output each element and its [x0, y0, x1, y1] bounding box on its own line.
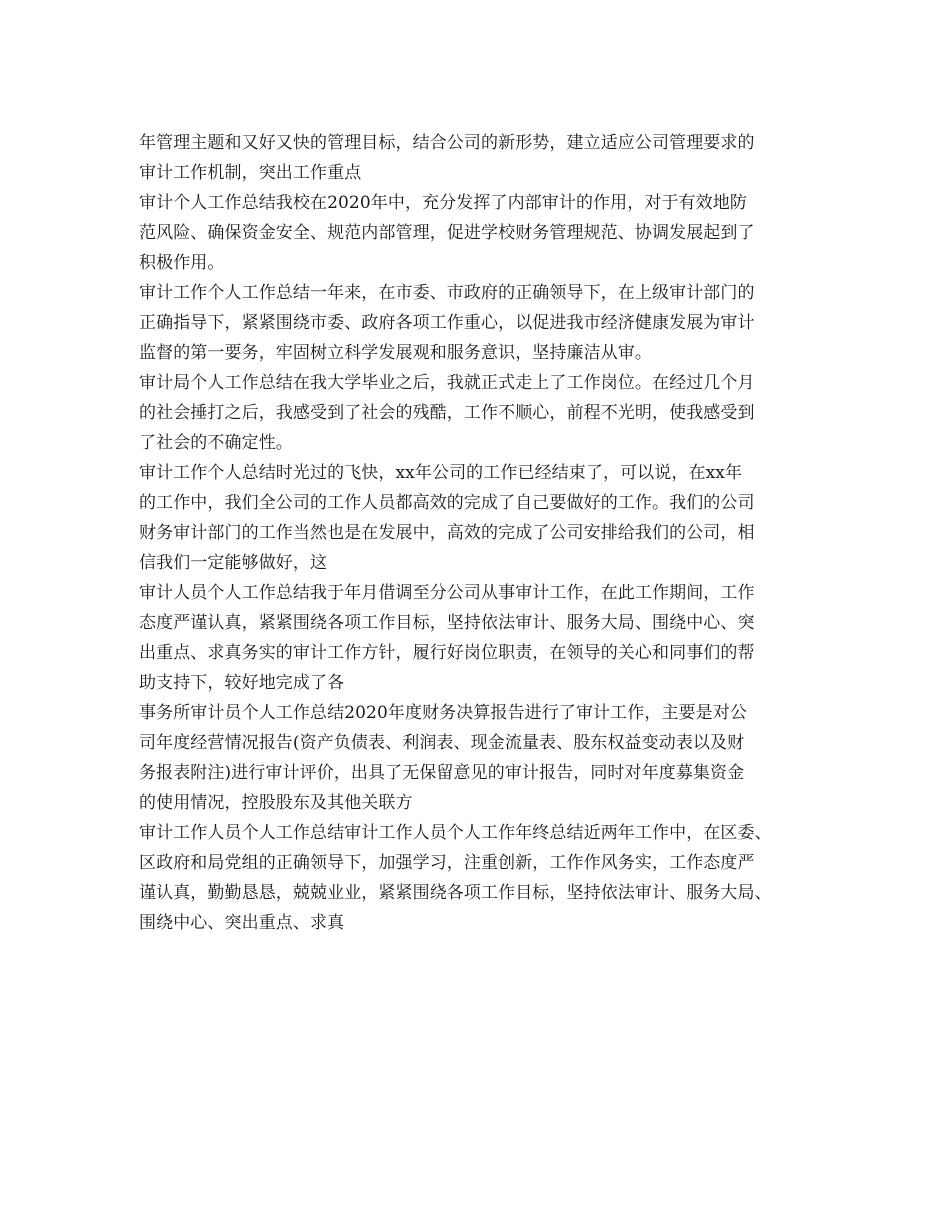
paragraph: [139, 368, 829, 458]
text-line: 审计个人工作总结我校在2020年中，充分发挥了内部审计的作用，对于有效地防: [139, 193, 747, 213]
text-line: 的工作中，我们全公司的工作人员都高效的完成了自己要做好的工作。我们的公司: [139, 493, 755, 513]
text-line: 审计局个人工作总结在我大学毕业之后，我就正式走上了工作岗位。在经过几个月: [139, 373, 755, 393]
paragraph: [139, 578, 829, 698]
paragraph: [139, 698, 829, 818]
text-line: 务报表附注)进行审计评价，出具了无保留意见的审计报告，同时对年度募集资金: [139, 763, 745, 783]
paragraph: [139, 278, 829, 368]
document-body: [139, 128, 829, 938]
text-line: 审计工作人员个人工作总结审计工作人员个人工作年终总结近两年工作中，在区委、: [139, 823, 772, 843]
text-line: 年管理主题和又好又快的管理目标，结合公司的新形势，建立适应公司管理要求的: [139, 133, 755, 153]
paragraph: [139, 818, 829, 938]
paragraph: [139, 188, 829, 278]
text-line: 围绕中心、突出重点、求真: [139, 913, 345, 933]
text-line: 审计工作个人工作总结一年来，在市委、市政府的正确领导下，在上级审计部门的: [139, 283, 755, 303]
text-line: 态度严谨认真，紧紧围绕各项工作目标，坚持依法审计、服务大局、围绕中心、突: [139, 613, 755, 633]
text-line: 区政府和局党组的正确领导下，加强学习，注重创新，工作作风务实，工作态度严: [139, 853, 755, 873]
text-line: 审计人员个人工作总结我于年月借调至分公司从事审计工作，在此工作期间，工作: [139, 583, 755, 603]
text-line: 司年度经营情况报告(资产负债表、利润表、现金流量表、股东权益变动表以及财: [139, 733, 745, 753]
text-line: 审计工作机制，突出工作重点: [139, 163, 362, 183]
text-line: 的社会捶打之后，我感受到了社会的残酷，工作不顺心，前程不光明，使我感受到: [139, 403, 755, 423]
text-line: 监督的第一要务，牢固树立科学发展观和服务意识，坚持廉洁从审。: [139, 343, 652, 363]
paragraph: [139, 128, 829, 188]
text-line: 事务所审计员个人工作总结2020年度财务决算报告进行了审计工作，主要是对公: [139, 703, 747, 723]
paragraph: [139, 458, 829, 578]
text-line: 信我们一定能够做好，这: [139, 553, 328, 573]
text-line: 积极作用。: [139, 253, 225, 273]
text-line: 正确指导下，紧紧围绕市委、政府各项工作重心，以促进我市经济健康发展为审计: [139, 313, 755, 333]
text-line: 审计工作个人总结时光过的飞快，xx年公司的工作已经结束了，可以说，在xx年: [139, 463, 743, 483]
text-line: 范风险、确保资金安全、规范内部管理，促进学校财务管理规范、协调发展起到了: [139, 223, 755, 243]
text-line: 谨认真，勤勤恳恳，兢兢业业，紧紧围绕各项工作目标，坚持依法审计、服务大局、: [139, 883, 772, 903]
text-line: 的使用情况，控股股东及其他关联方: [139, 793, 413, 813]
text-line: 出重点、求真务实的审计工作方针，履行好岗位职责，在领导的关心和同事们的帮: [139, 643, 755, 663]
text-line: 了社会的不确定性。: [139, 433, 293, 453]
text-line: 助支持下，较好地完成了各: [139, 673, 345, 693]
text-line: 财务审计部门的工作当然也是在发展中，高效的完成了公司安排给我们的公司，相: [139, 523, 755, 543]
